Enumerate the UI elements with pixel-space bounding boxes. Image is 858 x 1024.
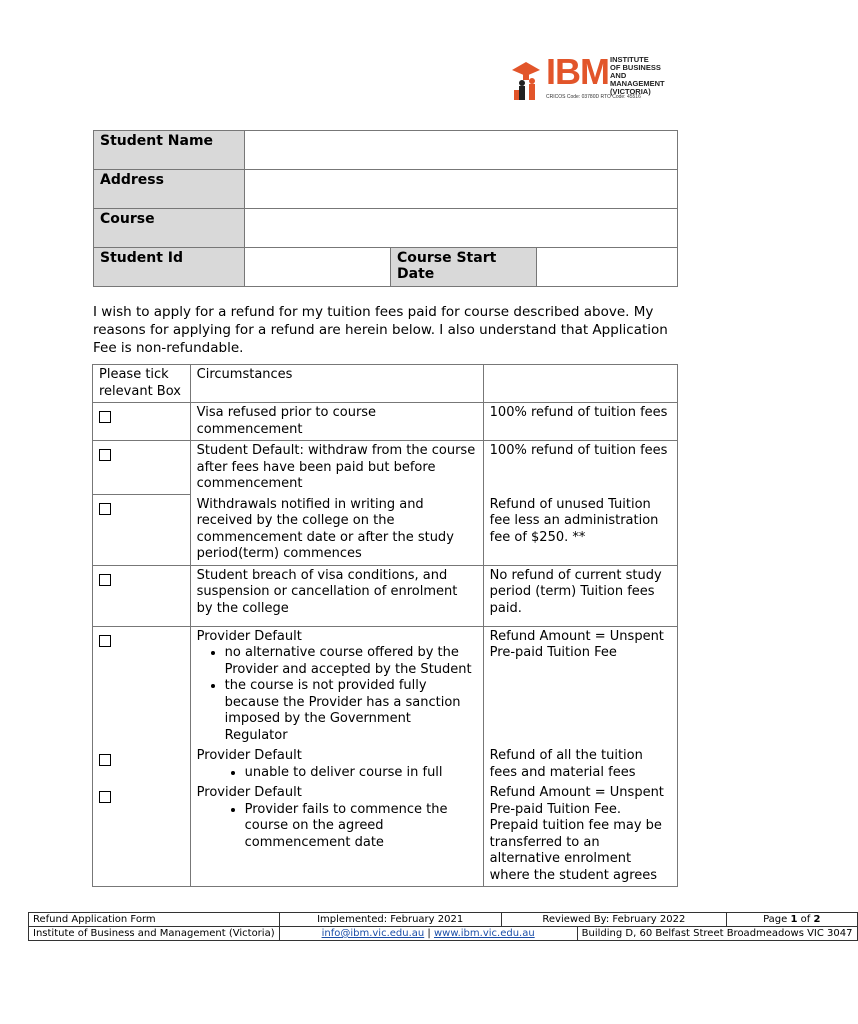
refund-text: Refund Amount = Unspent Pre-paid Tuition Fee. Prepaid tuition fee may be transferred to an alternative enrolment where the student agrees: [483, 783, 677, 887]
refund-text: 100% refund of tuition fees: [483, 403, 677, 441]
table-row: [93, 746, 678, 783]
refund-text: Refund Amount = Unspent Pre-paid Tuition Fee: [483, 626, 677, 746]
tick-header: Please tick relevant Box: [93, 365, 191, 403]
circumstance-text: Provider Default: [196, 628, 302, 644]
circumstance-cell: [190, 626, 483, 746]
graduate-figures-icon: [510, 56, 544, 102]
student-name-label: Student Name: [94, 131, 245, 170]
footer-institute: Institute of Business and Management (Victoria): [29, 927, 280, 941]
refund-header: [483, 365, 677, 403]
refund-text: No refund of current study period (term) Tuition fees paid.: [483, 565, 677, 626]
circumstance-cell: [190, 783, 483, 887]
refund-text: Refund of all the tuition fees and material fees: [483, 746, 677, 783]
address-label: Address: [94, 170, 245, 209]
refund-text: Refund of unused Tuition fee less an administration fee of $250. **: [483, 495, 677, 566]
footer-form-name: Refund Application Form: [29, 913, 280, 927]
table-row: [93, 783, 678, 887]
circumstance-cell: [190, 746, 483, 783]
bullet-item: • unable to deliver course in full: [245, 765, 477, 782]
circumstance-text: Provider Default: [196, 748, 302, 763]
email-link[interactable]: info@ibm.vic.edu.au: [321, 928, 425, 939]
table-row: [93, 626, 678, 746]
checkbox[interactable]: [99, 449, 111, 461]
circumstances-header: Circumstances: [190, 365, 483, 403]
table-row: [93, 495, 678, 566]
circumstance-text: Student breach of visa conditions, and suspension or cancellation of enrolment by the college: [190, 565, 483, 626]
circumstance-text: Student Default: withdraw from the course after fees have been paid but before commencement: [190, 441, 483, 495]
table-row: [93, 441, 678, 495]
logo-cricos-code: CRICOS Code: 03780D RTO Code: 45516: [546, 94, 641, 100]
footer-implemented: Implemented: February 2021: [279, 913, 501, 927]
logo-ibm-text: IBM: [546, 51, 609, 92]
checkbox[interactable]: [99, 791, 111, 803]
footer-separator: |: [427, 928, 431, 939]
footer-contact: [279, 927, 577, 941]
checkbox[interactable]: [99, 411, 111, 423]
refund-text: 100% refund of tuition fees: [483, 441, 677, 495]
table-row: [93, 403, 678, 441]
bullet-item: • no alternative course offered by the Provider and accepted by the Student: [225, 645, 477, 678]
course-start-date-label: Course Start Date: [391, 248, 537, 287]
checkbox[interactable]: [99, 635, 111, 647]
checkbox[interactable]: [99, 503, 111, 515]
footer-page-number: Page 1 of 2: [727, 913, 857, 927]
institute-logo: [510, 52, 680, 108]
course-field[interactable]: [245, 209, 678, 248]
table-header-row: [93, 365, 678, 403]
intro-paragraph: I wish to apply for a refund for my tuition fees paid for course described above. My reasons for applying for a refund are herein below. I also understand that Application Fee is non-refundable.: [93, 304, 668, 356]
circumstances-table: [92, 364, 678, 887]
table-row: [93, 565, 678, 626]
logo-institute-text: INSTITUTE OF BUSINESS AND MANAGEMENT (VICTORIA): [610, 55, 665, 96]
checkbox[interactable]: [99, 574, 111, 586]
website-link[interactable]: www.ibm.vic.edu.au: [433, 928, 535, 939]
circumstance-text: Withdrawals notified in writing and received by the college on the commencement date or after the study period(term) commences: [190, 495, 483, 566]
footer-reviewed: Reviewed By: February 2022: [501, 913, 726, 927]
student-info-table: [93, 130, 678, 287]
address-field[interactable]: [245, 170, 678, 209]
circumstance-text: Visa refused prior to course commencement: [190, 403, 483, 441]
page-footer: [28, 912, 858, 941]
course-label: Course: [94, 209, 245, 248]
circumstance-text: Provider Default: [196, 785, 302, 800]
bullet-item: • the course is not provided fully because the Provider has a sanction imposed by the Government Regulator: [225, 678, 477, 744]
course-start-date-field[interactable]: [537, 248, 678, 287]
student-id-field[interactable]: [245, 248, 391, 287]
checkbox[interactable]: [99, 754, 111, 766]
student-id-label: Student Id: [94, 248, 245, 287]
student-name-field[interactable]: [245, 131, 678, 170]
bullet-item: • Provider fails to commence the course on the agreed commencement date: [245, 802, 477, 852]
footer-address: Building D, 60 Belfast Street Broadmeadows VIC 3047: [577, 927, 857, 941]
